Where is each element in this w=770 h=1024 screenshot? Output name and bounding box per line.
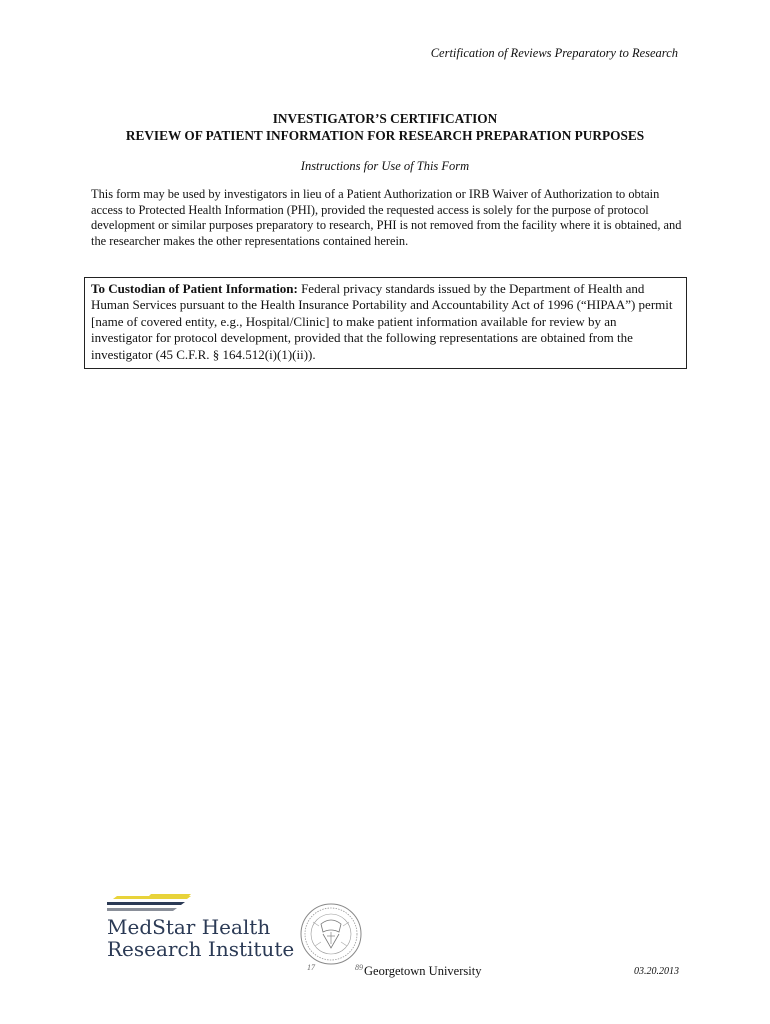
seal-year (307, 963, 363, 972)
custodian-body: Federal privacy standards issued by the Department of Health and Human Services pursuant to the Health Insurance Portability and Accountability Act of 1996 (“HIPAA”) permit [name of covered entity, e.g., Hospital/Clinic] to make patient information available for review by an investigator for protocol development, provided that the following representations are obtained from the investigator (45 C.F.R. § 164.512(i)(1)(ii)). (91, 281, 673, 362)
medstar-name-line2: Research Institute (107, 937, 295, 961)
medstar-name-line1: MedStar Health (107, 915, 271, 939)
revision-date: 03.20.2013 (634, 966, 679, 977)
medstar-logo (107, 894, 295, 964)
georgetown-seal-icon (299, 902, 363, 972)
seal-year-right: 89 (355, 963, 363, 972)
intro-paragraph: This form may be used by investigators in lieu of a Patient Authorization or IRB Waiver of Authorization to obtain access to Protected Health Information (PHI), provided the requested access is solely for the purpose of protocol development or similar purposes preparatory to research, PHI is not removed from the facility where it is obtained, and the researcher makes the other representations contained herein. (91, 187, 682, 248)
medstar-stripes-icon (107, 894, 191, 914)
medstar-name (107, 916, 294, 960)
custodian-notice-box (84, 277, 687, 369)
form-title (0, 110, 770, 144)
seal-year-left: 17 (307, 963, 315, 972)
form-title-line1: INVESTIGATOR’S CERTIFICATION (272, 111, 498, 126)
running-header: Certification of Reviews Preparatory to Research (430, 46, 678, 60)
custodian-lead: To Custodian of Patient Information: (91, 281, 298, 296)
instructions-heading: Instructions for Use of This Form (300, 159, 470, 173)
georgetown-university-label: Georgetown University (364, 964, 482, 978)
form-title-line2: REVIEW OF PATIENT INFORMATION FOR RESEARCH PREPARATION PURPOSES (125, 128, 645, 143)
